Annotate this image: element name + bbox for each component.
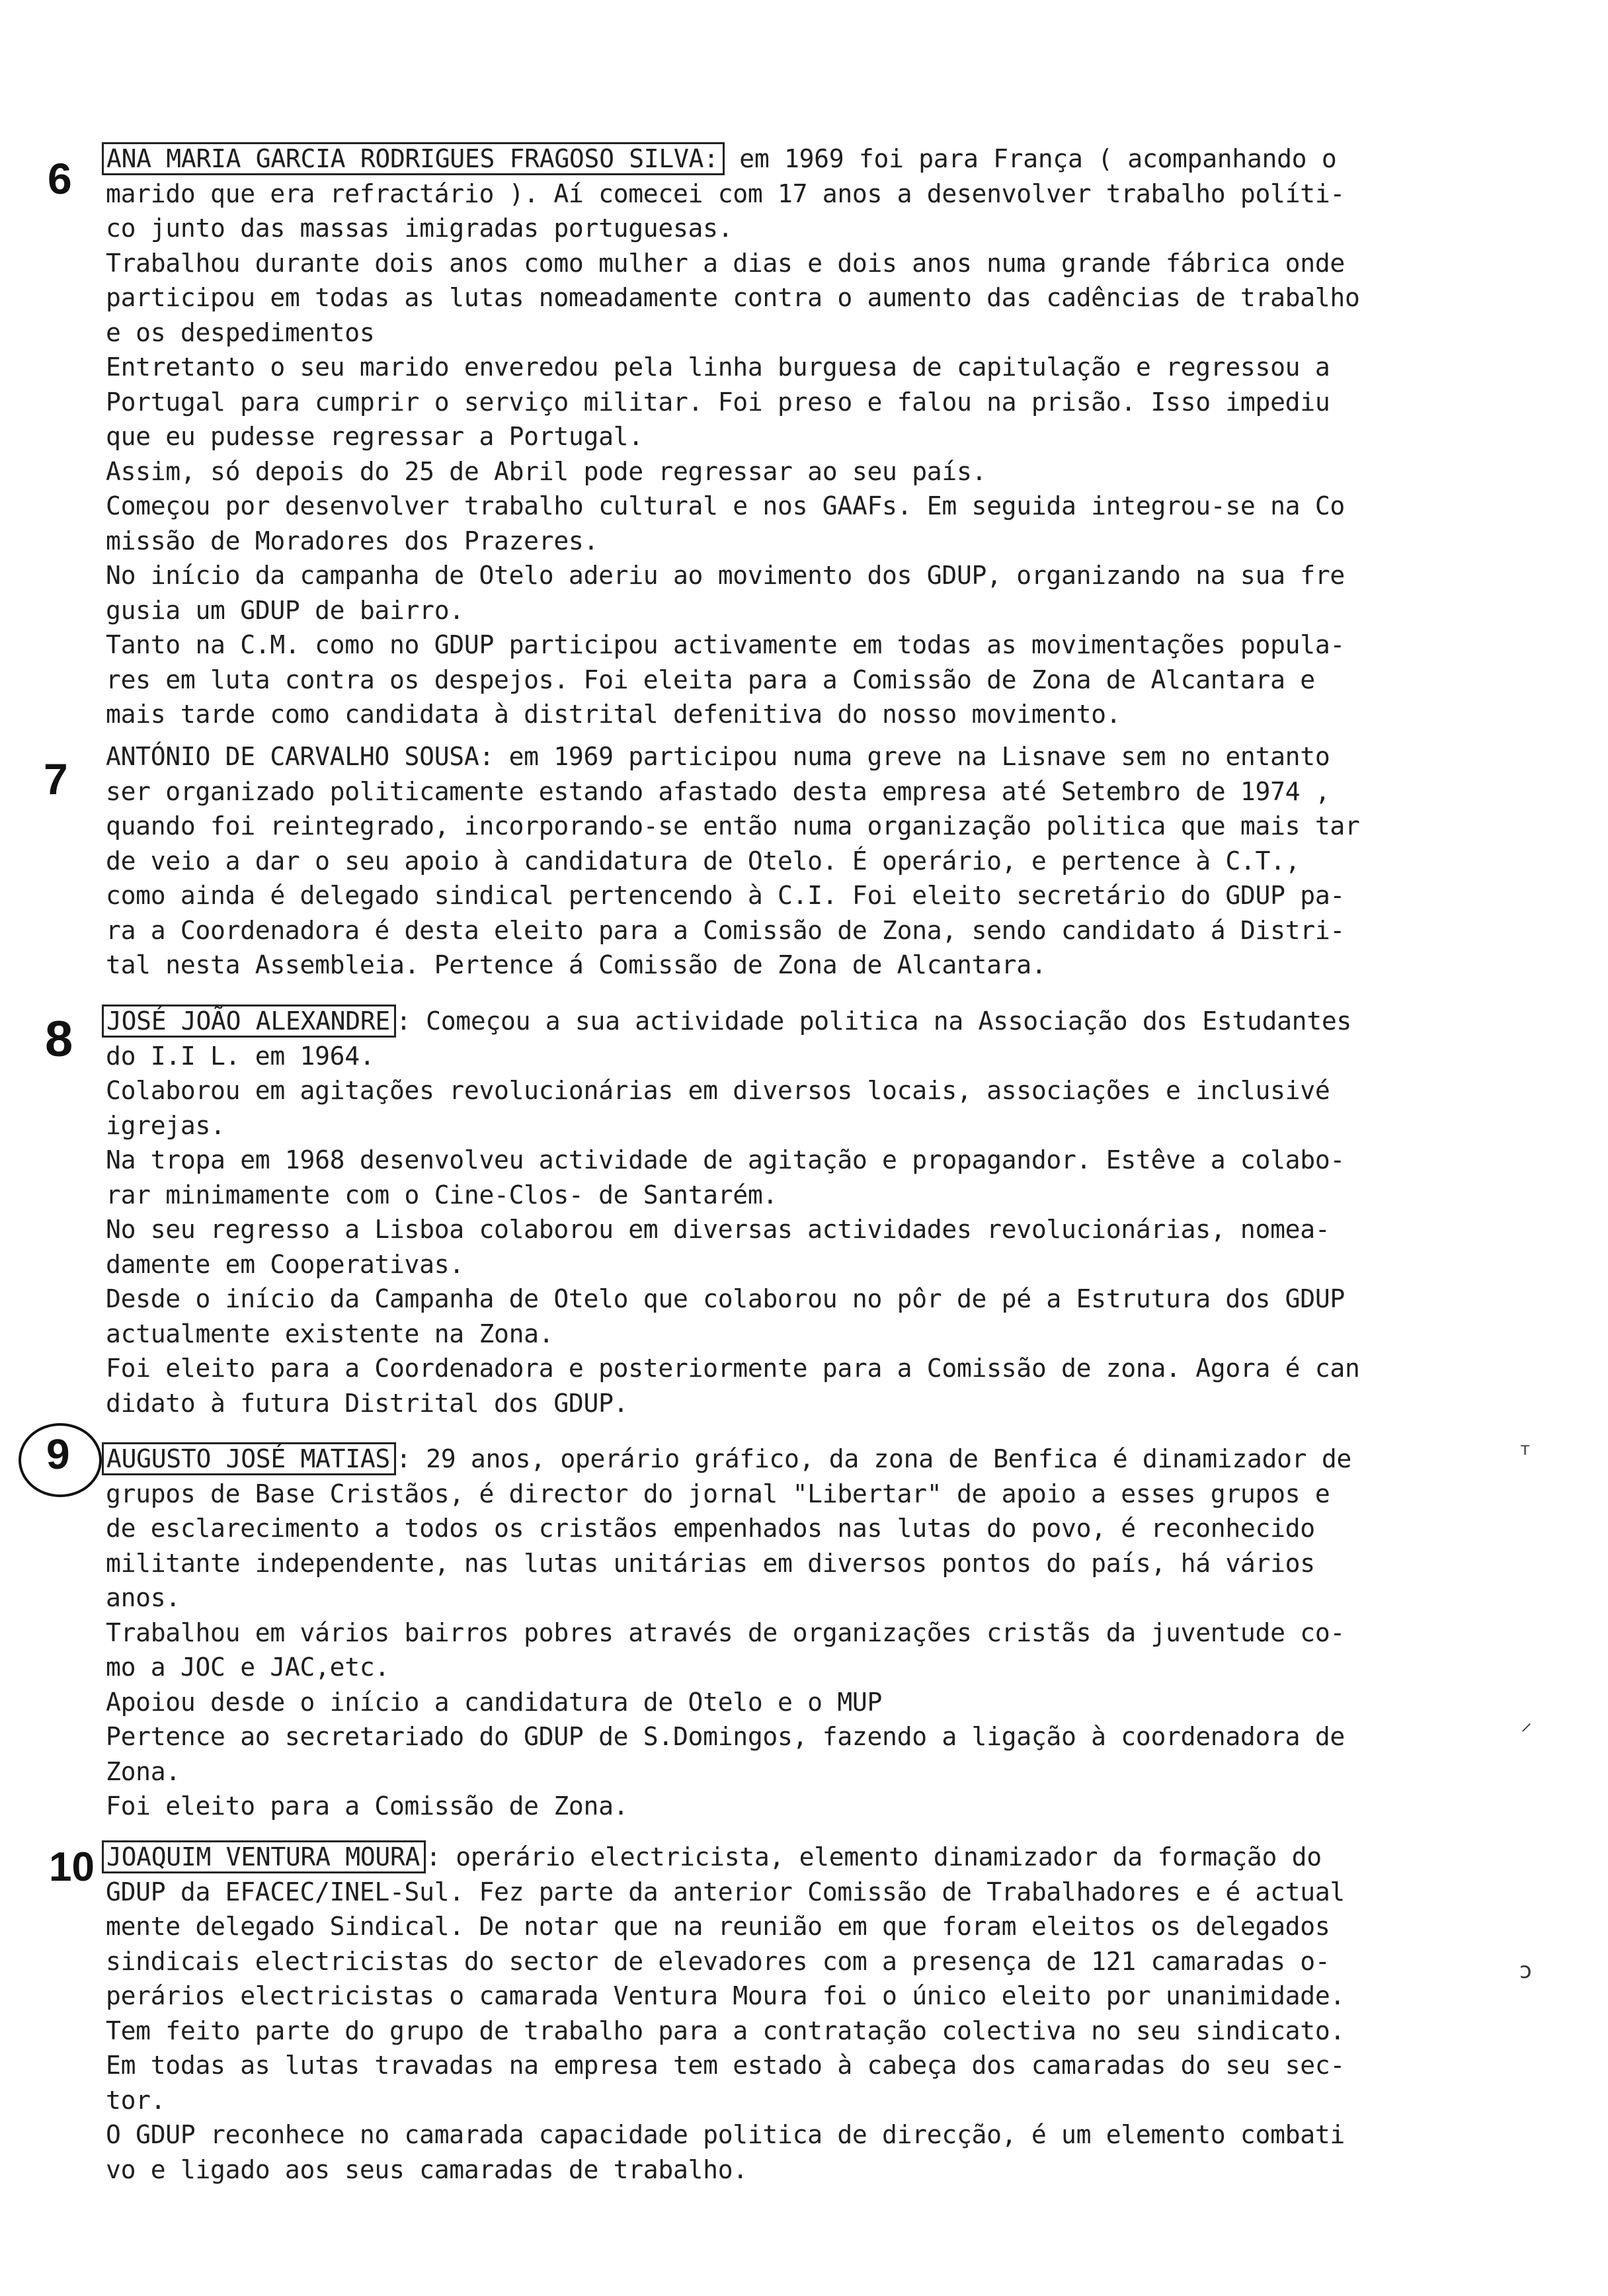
- text-line: Tem feito parte do grupo de trabalho para a contratação colectiva no seu sindicato.: [106, 2016, 1345, 2045]
- text-line: Entretanto o seu marido enveredou pela linha burguesa de capitulação e regressou a: [106, 352, 1330, 382]
- text-line: Em todas as lutas travadas na empresa tem estado à cabeça dos camaradas do seu sec-: [106, 2051, 1345, 2080]
- entry-10: [106, 1840, 1508, 2187]
- entry-first-line: [106, 1004, 1508, 1039]
- first-line-text: ANTÓNIO DE CARVALHO SOUSA: em 1969 participou numa greve na Lisnave sem no entanto: [106, 742, 1330, 771]
- entry-number-7: 7: [44, 755, 68, 803]
- text-line: que eu pudesse regressar a Portugal.: [106, 422, 643, 451]
- text-line: Foi eleito para a Comissão de Zona.: [106, 1791, 629, 1821]
- text-line: militante independente, nas lutas unitárias em diversos pontos do país, há vários: [106, 1548, 1315, 1578]
- text-line: gusia um GDUP de bairro.: [106, 595, 464, 625]
- text-line: Pertence ao secretariado do GDUP de S.Domingos, fazendo a ligação à coordenadora de: [106, 1722, 1345, 1751]
- entry-first-line: [106, 1840, 1508, 1875]
- text-line: tor.: [106, 2085, 166, 2115]
- text-line: actualmente existente na Zona.: [106, 1319, 554, 1348]
- entry-9: [106, 1442, 1508, 1824]
- entry-first-line: [106, 1442, 1508, 1477]
- text-line: ra a Coordenadora é desta eleito para a Comissão de Zona, sendo candidato á Distri-: [106, 915, 1345, 945]
- candidate-name: AUGUSTO JOSÉ MATIAS: [102, 1442, 396, 1475]
- entry-number-9: 9: [46, 1430, 70, 1478]
- text-line: didato à futura Distrital dos GDUP.: [106, 1388, 629, 1418]
- text-line: perários electricistas o camarada Ventura Moura foi o único eleito por unanimidade.: [106, 1981, 1345, 2010]
- text-line: do I.I L. em 1964.: [106, 1041, 375, 1071]
- text-line: Trabalhou em vários bairros pobres através de organizações cristãs da juventude co-: [106, 1618, 1345, 1647]
- text-line: como ainda é delegado sindical pertencendo à C.I. Foi eleito secretário do GDUP pa-: [106, 881, 1345, 910]
- text-line: mente delegado Sindical. De notar que na reunião em que foram eleitos os delegados: [106, 1912, 1330, 1941]
- entry-first-line: [106, 142, 1508, 177]
- margin-mark: ⸝: [1521, 1709, 1532, 1736]
- entry-number-8: 8: [45, 1011, 73, 1067]
- entry-number-10: 10: [49, 1844, 95, 1890]
- candidate-name: JOAQUIM VENTURA MOURA: [102, 1840, 426, 1873]
- first-line-text: em 1969 foi para França ( acompanhando o: [724, 144, 1337, 173]
- entry-8: [106, 1004, 1508, 1420]
- text-line: Zona.: [106, 1756, 181, 1786]
- text-line: Apoiou desde o início a candidatura de Otelo e o MUP: [106, 1687, 883, 1717]
- text-line: de esclarecimento a todos os cristãos empenhados nas lutas do povo, é reconhecido: [106, 1514, 1315, 1543]
- margin-mark: ᵀ: [1521, 1442, 1530, 1468]
- text-line: participou em todas as lutas nomeadamente contra o aumento das cadências de trabalho: [106, 283, 1360, 312]
- first-line-text: : operário electricista, elemento dinamizador da formação do: [426, 1842, 1322, 1871]
- candidate-name: JOSÉ JOÃO ALEXANDRE: [102, 1004, 396, 1038]
- text-line: mais tarde como candidata à distrital defenitiva do nosso movimento.: [106, 700, 1121, 729]
- candidate-name: ANA MARIA GARCIA RODRIGUES FRAGOSO SILVA:: [102, 142, 725, 175]
- text-line: quando foi reintegrado, incorporando-se então numa organização politica que mais tar: [106, 811, 1360, 840]
- text-line: sindicais electricistas do sector de elevadores com a presença de 121 camaradas o-: [106, 1946, 1330, 1976]
- text-line: Começou por desenvolver trabalho cultural e nos GAAFs. Em seguida integrou-se na Co: [106, 491, 1345, 520]
- entry-first-line: [106, 739, 1508, 774]
- text-line: grupos de Base Cristãos, é director do jornal "Libertar" de apoio a esses grupos e: [106, 1479, 1330, 1508]
- text-line: rar minimamente com o Cine-Clos- de Santarém.: [106, 1180, 778, 1210]
- entry-number-6: 6: [48, 154, 72, 203]
- entry-6: [106, 142, 1508, 732]
- text-line: Na tropa em 1968 desenvolveu actividade de agitação e propagandor. Estêve a colabo-: [106, 1145, 1345, 1174]
- text-line: Desde o início da Campanha de Otelo que colaborou no pôr de pé a Estrutura dos GDUP: [106, 1284, 1345, 1313]
- text-line: mo a JOC e JAC,etc.: [106, 1653, 389, 1682]
- text-line: tal nesta Assembleia. Pertence á Comissão de Zona de Alcantara.: [106, 950, 1047, 979]
- text-line: co junto das massas imigradas portuguesas.: [106, 214, 733, 243]
- first-line-text: : 29 anos, operário gráfico, da zona de Benfica é dinamizador de: [395, 1444, 1351, 1473]
- text-line: Colaborou em agitações revolucionárias em diversos locais, associações e inclusivé: [106, 1076, 1330, 1105]
- entry-7: [106, 739, 1508, 983]
- text-line: Foi eleito para a Coordenadora e posteriormente para a Comissão de zona. Agora é can: [106, 1354, 1360, 1383]
- text-line: vo e ligado aos seus camaradas de trabalho.: [106, 2154, 748, 2184]
- margin-mark: ͻ: [1519, 1957, 1532, 1984]
- text-line: Assim, só depois do 25 de Abril pode regressar ao seu país.: [106, 456, 987, 486]
- text-line: Tanto na C.M. como no GDUP participou activamente em todas as movimentações popula-: [106, 630, 1345, 659]
- first-line-text: : Começou a sua actividade politica na Associação dos Estudantes: [395, 1006, 1351, 1036]
- text-line: damente em Cooperativas.: [106, 1249, 464, 1279]
- text-line: GDUP da EFACEC/INEL-Sul. Fez parte da anterior Comissão de Trabalhadores e é actual: [106, 1877, 1345, 1906]
- text-line: de veio a dar o seu apoio à candidatura de Otelo. É operário, e pertence à C.T.,: [106, 846, 1301, 876]
- text-line: missão de Moradores dos Prazeres.: [106, 526, 599, 555]
- text-line: igrejas.: [106, 1110, 225, 1140]
- text-line: marido que era refractário ). Aí comecei com 17 anos a desenvolver trabalho políti-: [106, 179, 1345, 208]
- text-line: No seu regresso a Lisboa colaborou em diversas actividades revolucionárias, nomea-: [106, 1215, 1330, 1244]
- text-line: e os despedimentos: [106, 317, 375, 347]
- text-line: anos.: [106, 1583, 181, 1612]
- text-line: res em luta contra os despejos. Foi eleita para a Comissão de Zona de Alcantara e: [106, 665, 1315, 694]
- text-line: O GDUP reconhece no camarada capacidade politica de direcção, é um elemento combati: [106, 2120, 1345, 2149]
- text-line: No início da campanha de Otelo aderiu ao movimento dos GDUP, organizando na sua fre: [106, 561, 1345, 590]
- text-line: Trabalhou durante dois anos como mulher a dias e dois anos numa grande fábrica onde: [106, 248, 1345, 278]
- text-line: Portugal para cumprir o serviço militar. Foi preso e falou na prisão. Isso impediu: [106, 387, 1330, 417]
- text-line: ser organizado politicamente estando afastado desta empresa até Setembro de 1974 ,: [106, 776, 1330, 806]
